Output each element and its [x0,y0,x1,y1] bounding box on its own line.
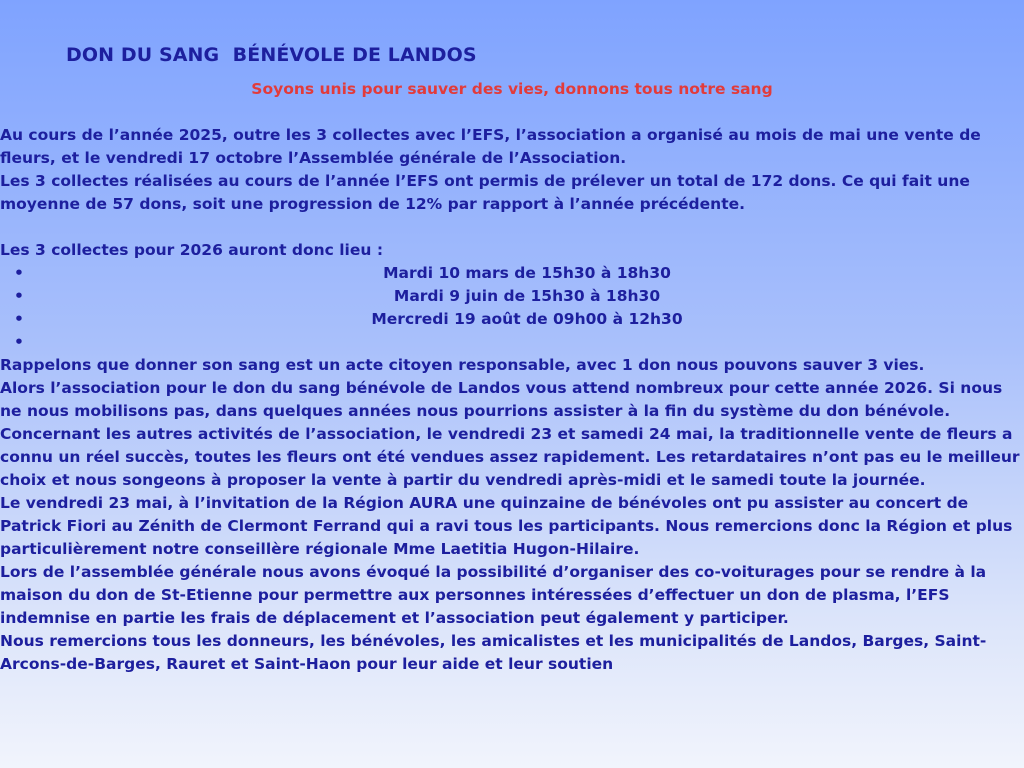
page-title: DON DU SANG BÉNÉVOLE DE LANDOS [66,44,477,66]
paragraph-invitation: Alors l’association pour le don du sang bénévole de Landos vous attend nombreux pour cette année 2026. Si nous ne nous mobilisons pas, dans quelques années nous pourrions assister à la fin du système du don bénévole. [0,379,1003,420]
page-subtitle: Soyons unis pour sauver des vies, donnons tous notre sang [251,80,773,98]
paragraph-civic-act: Rappelons que donner son sang est un acte citoyen responsable, avec 1 don nous pouvons sauver 3 vies. [0,356,925,374]
collecte-item: • Mercredi 19 août de 09h00 à 12h30 [30,308,1024,331]
spacer [0,216,1024,239]
paragraph-intro-activities: Au cours de l’année 2025, outre les 3 collectes avec l’EFS, l’association a organisé au mois de mai une vente de fleurs, et le vendredi 17 octobre l’Assemblée générale de l’Association. [0,126,981,167]
paragraph-thanks: Nous remercions tous les donneurs, les bénévoles, les amicalistes et les municipalités de Landos, Barges, Saint-Arcons-de-Barges, Rauret et Saint-Haon pour leur aide et leur soutien [0,632,987,673]
main-content [0,124,1024,676]
paragraph-intro-results: Les 3 collectes réalisées au cours de l’année l’EFS ont permis de prélever un total de 172 dons. Ce qui fait une moyenne de 57 dons, soit une progression de 12% par rapport à l’année précédente. [0,172,970,213]
collecte-item-empty [30,331,1024,354]
collecte-item: • Mardi 9 juin de 15h30 à 18h30 [30,285,1024,308]
paragraph-carpooling: Lors de l’assemblée générale nous avons évoqué la possibilité d’organiser des co-voiturages pour se rendre à la maison du don de St-Etienne pour permettre aux personnes intéressées d’effectuer un don de plasma, l’EFS indemnise en partie les frais de déplacement et l’association peut également y participer. [0,563,987,627]
paragraph-flower-sale: Concernant les autres activités de l’association, le vendredi 23 et samedi 24 mai, la traditionnelle vente de fleurs a connu un réel succès, toutes les fleurs ont été vendues assez rapidement. Les retardataires n’ont pas eu le meilleur choix et nous songeons à proposer la vente à partir du vendredi après-midi et le samedi toute la journée. [0,425,1020,489]
collectes-list [0,262,1024,354]
collecte-item: • Mardi 10 mars de 15h30 à 18h30 [30,262,1024,285]
paragraph-concert: Le vendredi 23 mai, à l’invitation de la Région AURA une quinzaine de bénévoles ont pu assister au concert de Patrick Fiori au Zénith de Clermont Ferrand qui a ravi tous les participants. Nous remercions donc la Région et plus particulièrement notre conseillère régionale Mme Laetitia Hugon-Hilaire. [0,494,1013,558]
collectes-heading: Les 3 collectes pour 2026 auront donc lieu : [0,241,384,259]
